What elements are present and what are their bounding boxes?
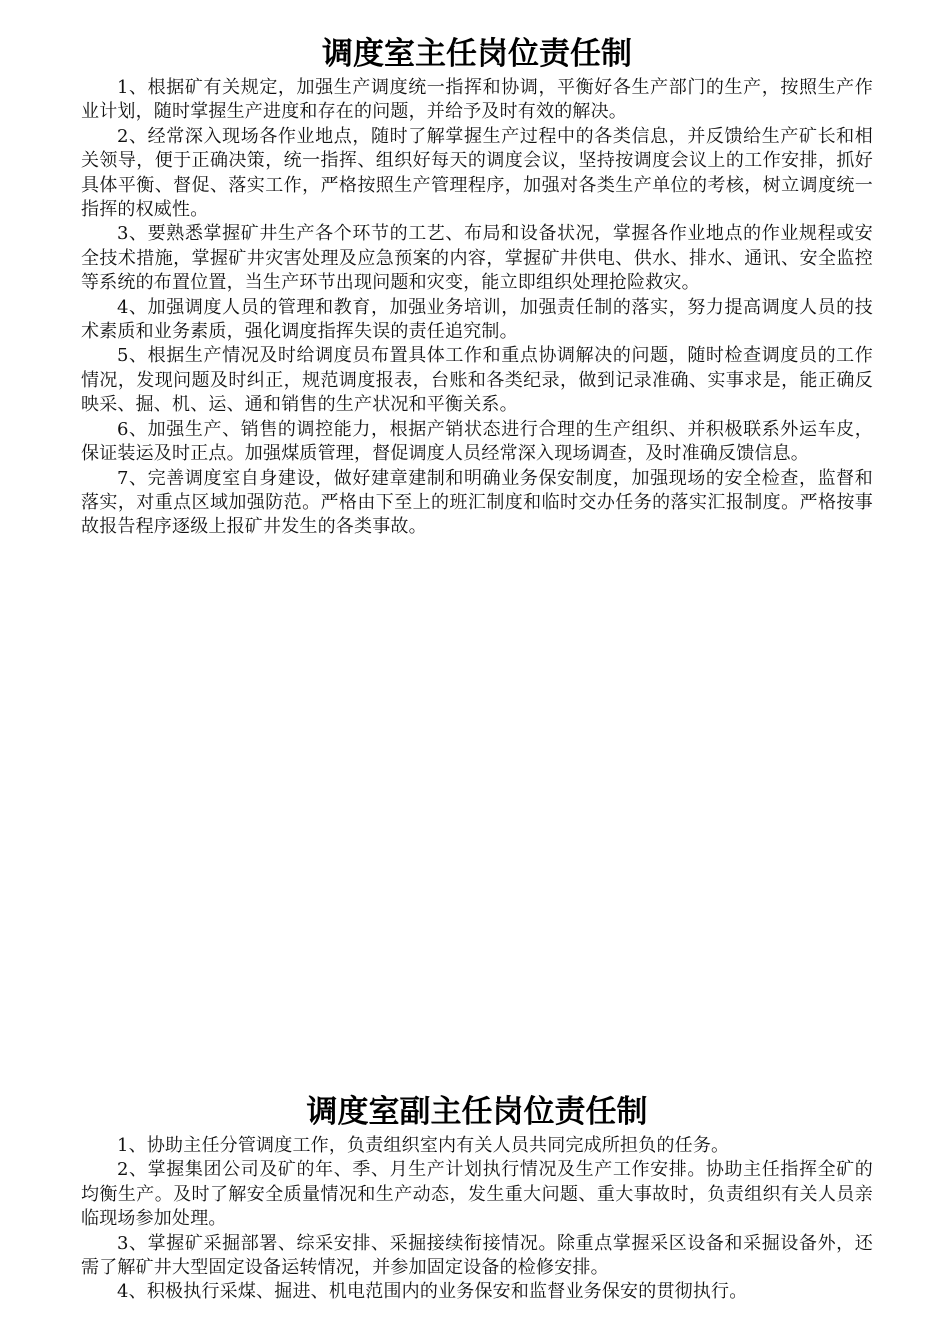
paragraph-3: 3、掌握矿采掘部署、综采安排、采掘接续衔接情况。除重点掌握采区设备和采掘设备外，还需了解矿井大型固定设备运转情况，并参加固定设备的检修安排。	[81, 1232, 873, 1279]
section-title: 调度室主任岗位责任制	[322, 36, 632, 72]
paragraph-4: 4、积极执行采煤、掘进、机电范围内的业务保安和监督业务保安的贯彻执行。	[117, 1281, 748, 1303]
paragraph-1: 1、根据矿有关规定，加强生产调度统一指挥和协调，平衡好各生产部门的生产，按照生产作业计划，随时掌握生产进度和存在的问题，并给予及时有效的解决。	[81, 77, 873, 123]
section-title: 调度室副主任岗位责任制	[306, 1094, 648, 1130]
paragraph-3: 3、要熟悉掌握矿井生产各个环节的工艺、布局和设备状况，掌握各作业地点的作业规程或安全技术措施，掌握矿井灾害处理及应急预案的内容，掌握矿井供电、供水、排水、通讯、安全监控等系统的布置位置，当生产环节出现问题和灾变，能立即组织处理抢险救灾。	[81, 223, 873, 294]
paragraph-2: 2、掌握集团公司及矿的年、季、月生产计划执行情况及生产工作安排。协助主任指挥全矿的均衡生产。及时了解安全质量情况和生产动态，发生重大问题、重大事故时，负责组织有关人员亲临现场参加处理。	[81, 1159, 873, 1230]
section-director	[81, 34, 873, 540]
paragraph-1: 1、协助主任分管调度工作，负责组织室内有关人员共同完成所担负的任务。	[117, 1135, 730, 1156]
paragraph-4: 4、加强调度人员的管理和教育，加强业务培训，加强责任制的落实，努力提高调度人员的技术素质和业务素质，强化调度指挥失误的责任追究制。	[81, 296, 873, 343]
paragraph-2: 2、经常深入现场各作业地点，随时了解掌握生产过程中的各类信息，并反馈给生产矿长和相关领导，便于正确决策，统一指挥、组织好每天的调度会议，坚持按调度会议上的工作安排，抓好具体平衡、督促、落实工作，严格按照生产管理程序，加强对各类生产单位的考核，树立调度统一指挥的权威性。	[81, 125, 873, 221]
paragraph-5: 5、根据生产情况及时给调度员布置具体工作和重点协调解决的问题，随时检查调度员的工作情况，发现问题及时纠正，规范调度报表，台账和各类纪录，做到记录准确、实事求是，能正确反映采、掘、机、运、通和销售的生产状况和平衡关系。	[81, 345, 873, 416]
paragraph-6: 6、加强生产、销售的调控能力，根据产销状态进行合理的生产组织、并积极联系外运车皮，保证装运及时正点。加强煤质管理，督促调度人员经常深入现场调查，及时准确反馈信息。	[81, 418, 873, 465]
paragraph-7: 7、完善调度室自身建设，做好建章建制和明确业务保安制度，加强现场的安全检查，监督和落实，对重点区域加强防范。严格由下至上的班汇制度和临时交办任务的落实汇报制度。严格按事故报告程序逐级上报矿井发生的各类事故。	[81, 467, 873, 538]
section-deputy-director	[81, 1092, 873, 1305]
